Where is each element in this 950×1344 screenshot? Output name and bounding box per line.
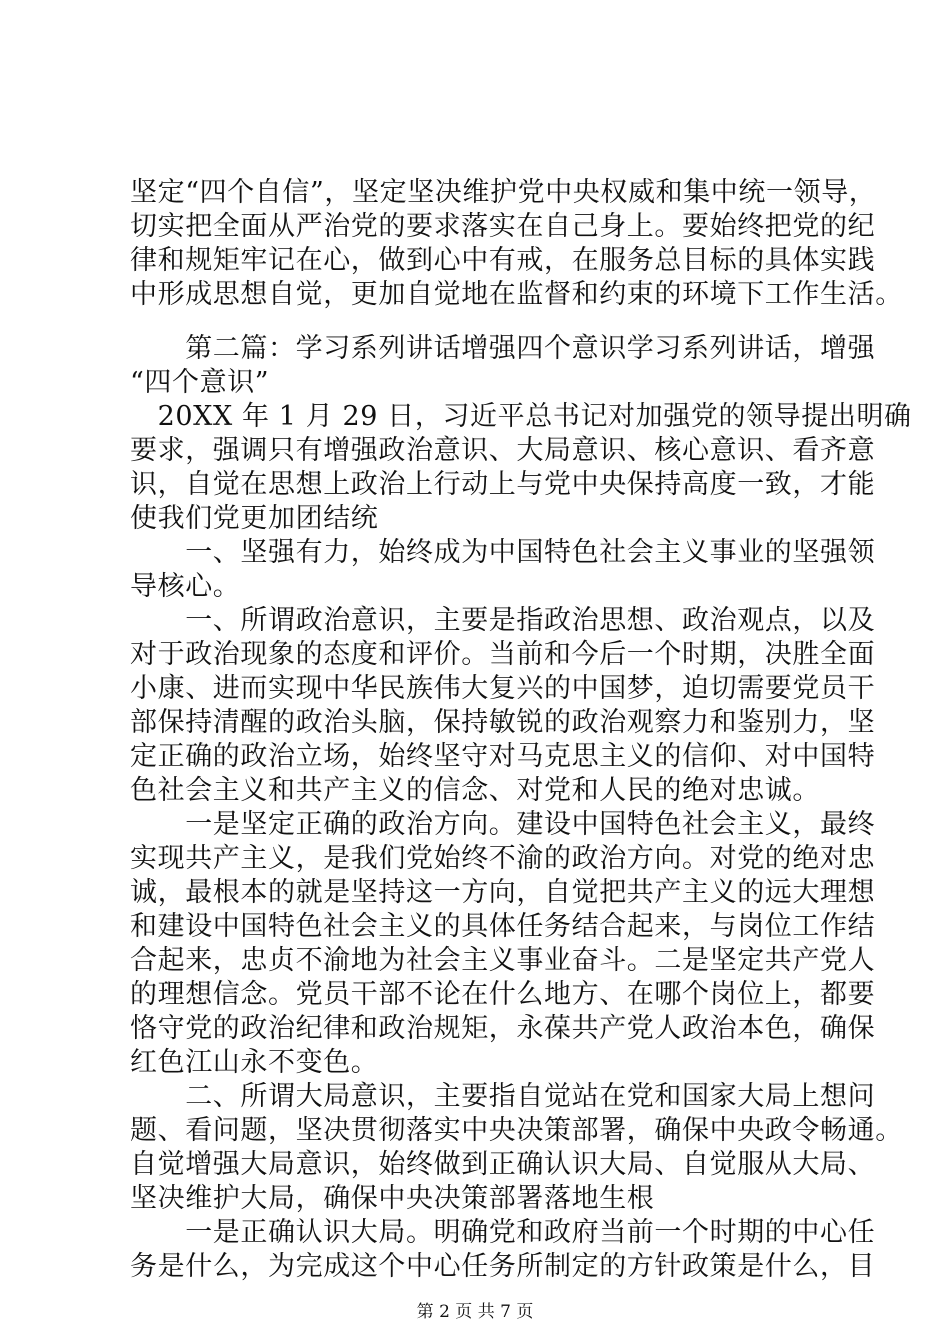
text-line: 一是坚定正确的政治方向。建设中国特色社会主义，最终 xyxy=(130,809,876,840)
text-line: 对于政治现象的态度和评价。当前和今后一个时期，决胜全面 xyxy=(130,639,876,670)
text-line: 使我们党更加团结统 xyxy=(130,503,379,534)
text-line: 合起来，忠贞不渝地为社会主义事业奋斗。二是坚定共产党人 xyxy=(130,945,876,976)
text-line: 诚，最根本的就是坚持这一方向，自觉把共产主义的远大理想 xyxy=(130,877,876,908)
section-heading: 第二篇：学习系列讲话增强四个意识学习系列讲话，增强 xyxy=(130,333,876,364)
text-line: 一、所谓政治意识，主要是指政治思想、政治观点，以及 xyxy=(130,605,876,636)
text-line: 坚决维护大局，确保中央决策部署落地生根 xyxy=(130,1183,655,1214)
text-line: 定正确的政治立场，始终坚守对马克思主义的信仰、对中国特 xyxy=(130,741,876,772)
text-line: 识，自觉在思想上政治上行动上与党中央保持高度一致，才能 xyxy=(130,469,876,500)
text-line: 自觉增强大局意识，始终做到正确认识大局、自觉服从大局、 xyxy=(130,1149,876,1180)
text-line: 二、所谓大局意识，主要指自觉站在党和国家大局上想问 xyxy=(130,1081,876,1112)
text-line: 一、坚强有力，始终成为中国特色社会主义事业的坚强领 xyxy=(130,537,876,568)
text-line: 的理想信念。党员干部不论在什么地方、在哪个岗位上，都要 xyxy=(130,979,876,1010)
text-line: 恪守党的政治纪律和政治规矩，永葆共产党人政治本色，确保 xyxy=(130,1013,876,1044)
text-line: 要求，强调只有增强政治意识、大局意识、核心意识、看齐意 xyxy=(130,435,876,466)
text-line: 中形成思想自觉，更加自觉地在监督和约束的环境下工作生活。 xyxy=(130,279,903,310)
text-line: 色社会主义和共产主义的信念、对党和人民的绝对忠诚。 xyxy=(130,775,820,806)
text-line: 部保持清醒的政治头脑，保持敏锐的政治观察力和鉴别力，坚 xyxy=(130,707,876,738)
text-line: 坚定“四个自信”，坚定坚决维护党中央权威和集中统一领导， xyxy=(130,177,877,208)
section-heading: “四个意识” xyxy=(130,367,270,398)
text-line: 20XX 年 1 月 29 日，习近平总书记对加强党的领导提出明确 xyxy=(130,401,912,432)
text-line: 律和规矩牢记在心，做到心中有戒，在服务总目标的具体实践 xyxy=(130,245,876,276)
text-line: 切实把全面从严治党的要求落实在自己身上。要始终把党的纪 xyxy=(130,211,876,242)
text-line: 题、看问题，坚决贯彻落实中央决策部署，确保中央政令畅通。 xyxy=(130,1115,903,1146)
text-line: 红色江山永不变色。 xyxy=(130,1047,379,1078)
text-line: 小康、进而实现中华民族伟大复兴的中国梦，迫切需要党员干 xyxy=(130,673,876,704)
text-line: 一是正确认识大局。明确党和政府当前一个时期的中心任 xyxy=(130,1217,876,1248)
text-line: 导核心。 xyxy=(130,571,241,602)
text-line: 和建设中国特色社会主义的具体任务结合起来，与岗位工作结 xyxy=(130,911,876,942)
text-line: 实现共产主义，是我们党始终不渝的政治方向。对党的绝对忠 xyxy=(130,843,876,874)
text-line: 务是什么，为完成这个中心任务所制定的方针政策是什么，目 xyxy=(130,1251,876,1282)
page-number: 第 2 页 共 7 页 xyxy=(416,1302,534,1322)
